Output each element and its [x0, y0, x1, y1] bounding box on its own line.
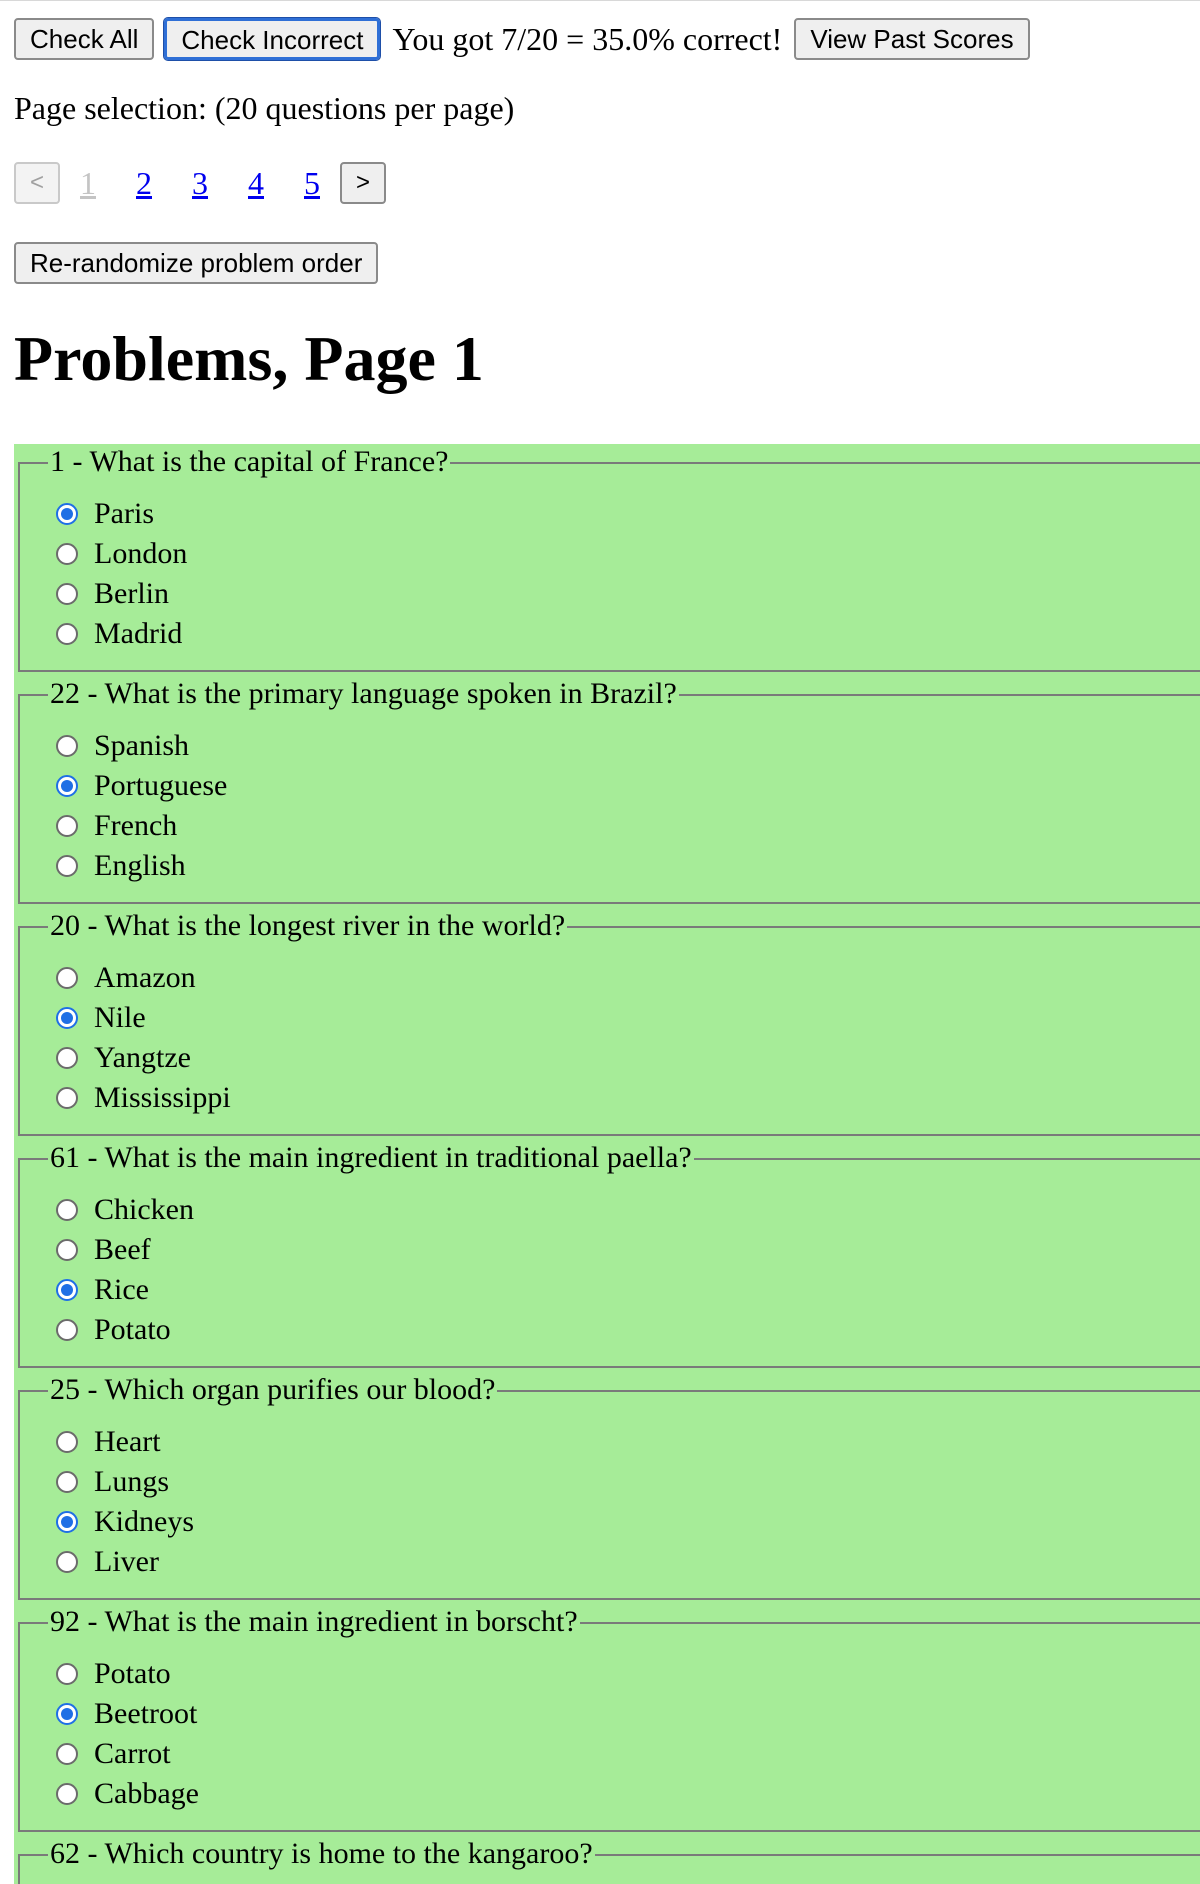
radio-unselected[interactable] — [56, 1047, 78, 1069]
answer-option-label: Chicken — [94, 1193, 194, 1226]
question-legend: 1 - What is the capital of France? — [50, 445, 449, 478]
questions-list — [14, 444, 1200, 1884]
answer-option-label: Carrot — [94, 1737, 171, 1770]
answer-option[interactable] — [54, 1270, 194, 1310]
answer-option[interactable] — [54, 1542, 194, 1582]
radio-unselected[interactable] — [56, 1319, 78, 1341]
answer-option-label: Mississippi — [94, 1081, 231, 1114]
answer-options — [54, 494, 187, 654]
radio-selected[interactable] — [56, 1279, 78, 1301]
question-fieldset — [14, 676, 1200, 908]
radio-selected[interactable] — [56, 775, 78, 797]
answer-option-label: Beetroot — [94, 1697, 198, 1730]
question-fieldset — [14, 1604, 1200, 1836]
answer-option[interactable] — [54, 1502, 194, 1542]
radio-unselected[interactable] — [56, 543, 78, 565]
answer-option-label: Yangtze — [94, 1041, 191, 1074]
radio-selected[interactable] — [56, 1511, 78, 1533]
question-legend: 92 - What is the main ingredient in borscht? — [50, 1605, 578, 1638]
question-legend: 22 - What is the primary language spoken in Brazil? — [50, 677, 677, 710]
answer-options — [54, 1190, 194, 1350]
answer-option[interactable] — [54, 1422, 194, 1462]
answer-option[interactable] — [54, 1310, 194, 1350]
answer-option-label: Spanish — [94, 729, 190, 762]
answer-option[interactable] — [54, 1462, 194, 1502]
answer-option-label: Cabbage — [94, 1777, 199, 1810]
question-legend: 62 - Which country is home to the kangaroo? — [50, 1837, 593, 1870]
answer-option[interactable] — [54, 726, 227, 766]
fieldset-border — [18, 1390, 1200, 1600]
answer-option-label: Berlin — [94, 577, 169, 610]
page-title: Problems, Page 1 — [14, 323, 484, 394]
answer-option-label: Beef — [94, 1233, 151, 1266]
check-incorrect-button[interactable]: Check Incorrect — [164, 18, 380, 60]
answer-option-label: Potato — [94, 1657, 171, 1690]
question-fieldset — [14, 444, 1200, 676]
answer-option[interactable] — [54, 1038, 231, 1078]
radio-unselected[interactable] — [56, 583, 78, 605]
radio-selected[interactable] — [56, 503, 78, 525]
answer-option[interactable] — [54, 766, 227, 806]
answer-option-label: Kidneys — [94, 1505, 194, 1538]
page-selection-label: Page selection: (20 questions per page) — [14, 90, 515, 126]
fieldset-border — [18, 462, 1200, 672]
radio-unselected[interactable] — [56, 1087, 78, 1109]
page-link-2[interactable]: 2 — [136, 164, 152, 201]
answer-option-label: Heart — [94, 1425, 161, 1458]
answer-option[interactable] — [54, 534, 187, 574]
radio-selected[interactable] — [56, 1703, 78, 1725]
answer-option-label: Liver — [94, 1545, 159, 1578]
radio-unselected[interactable] — [56, 1551, 78, 1573]
answer-option[interactable] — [54, 574, 187, 614]
pager — [14, 162, 386, 204]
answer-option[interactable] — [54, 1694, 199, 1734]
answer-option[interactable] — [54, 998, 231, 1038]
radio-unselected[interactable] — [56, 1239, 78, 1261]
answer-option-label: Nile — [94, 1001, 146, 1034]
answer-option-label: Portuguese — [94, 769, 228, 802]
answer-option-label: Madrid — [94, 617, 183, 650]
radio-unselected[interactable] — [56, 1663, 78, 1685]
answer-option[interactable] — [54, 1774, 199, 1814]
radio-unselected[interactable] — [56, 1471, 78, 1493]
radio-unselected[interactable] — [56, 967, 78, 989]
answer-option[interactable] — [54, 1734, 199, 1774]
answer-option[interactable] — [54, 614, 187, 654]
question-fieldset — [14, 1372, 1200, 1604]
answer-option[interactable] — [54, 1230, 194, 1270]
rerandomize-button[interactable]: Re-randomize problem order — [14, 242, 378, 284]
radio-unselected[interactable] — [56, 815, 78, 837]
page-link-3[interactable]: 3 — [192, 164, 208, 201]
prev-page-button[interactable]: < — [14, 162, 60, 204]
answer-option[interactable] — [54, 958, 231, 998]
answer-option-label: London — [94, 537, 188, 570]
radio-selected[interactable] — [56, 1007, 78, 1029]
answer-option-label: Amazon — [94, 961, 196, 994]
page-link-4[interactable]: 4 — [248, 164, 264, 201]
answer-option-label: French — [94, 809, 178, 842]
question-legend: 61 - What is the main ingredient in traditional paella? — [50, 1141, 692, 1174]
radio-unselected[interactable] — [56, 1199, 78, 1221]
answer-option-label: Rice — [94, 1273, 149, 1306]
radio-unselected[interactable] — [56, 1743, 78, 1765]
answer-options — [54, 958, 231, 1118]
answer-option[interactable] — [54, 1078, 231, 1118]
radio-unselected[interactable] — [56, 735, 78, 757]
question-fieldset — [14, 1836, 1200, 1884]
question-legend: 25 - Which organ purifies our blood? — [50, 1373, 496, 1406]
radio-unselected[interactable] — [56, 1783, 78, 1805]
answer-option[interactable] — [54, 846, 227, 886]
answer-option[interactable] — [54, 806, 227, 846]
answer-option[interactable] — [54, 1190, 194, 1230]
toolbar — [14, 18, 1030, 60]
question-fieldset — [14, 1140, 1200, 1372]
fieldset-border — [18, 1158, 1200, 1368]
question-legend: 20 - What is the longest river in the world? — [50, 909, 566, 942]
answer-option[interactable] — [54, 494, 187, 534]
page-link-5[interactable]: 5 — [304, 164, 320, 201]
question-fieldset — [14, 908, 1200, 1140]
answer-option-label: Potato — [94, 1313, 171, 1346]
radio-unselected[interactable] — [56, 623, 78, 645]
answer-option[interactable] — [54, 1654, 199, 1694]
view-past-scores-button[interactable]: View Past Scores — [794, 18, 1029, 60]
check-all-button[interactable]: Check All — [14, 18, 154, 60]
answer-options — [54, 1654, 199, 1814]
answer-options — [54, 726, 227, 886]
next-page-button[interactable]: > — [340, 162, 386, 204]
answer-option-label: Paris — [94, 497, 154, 530]
answer-option-label: Lungs — [94, 1465, 169, 1498]
radio-unselected[interactable] — [56, 1431, 78, 1453]
score-text: You got 7/20 = 35.0% correct! — [392, 20, 783, 57]
answer-option-label: English — [94, 849, 186, 882]
radio-unselected[interactable] — [56, 855, 78, 877]
page-link-1: 1 — [80, 164, 96, 201]
answer-options — [54, 1422, 194, 1582]
